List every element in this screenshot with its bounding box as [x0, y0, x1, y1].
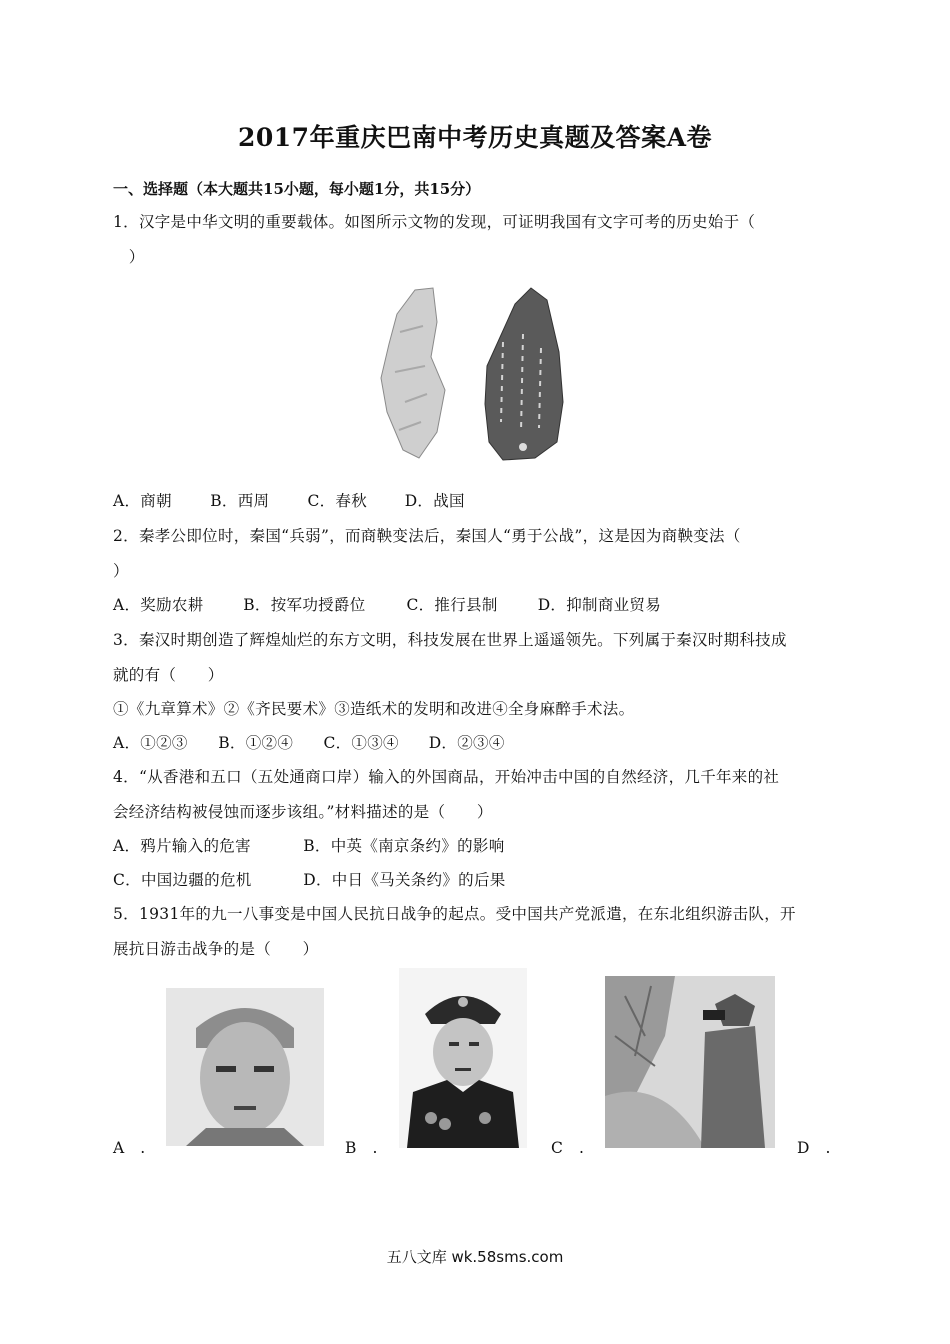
- option-c: C．中国边疆的危机: [113, 871, 252, 889]
- question-3-text-line-1: 3．秦汉时期创造了辉煌灿烂的东方文明，科技发展在世界上遥遥领先。下列属于秦汉时期科技成: [113, 631, 787, 649]
- question-1-text-line-2: ）: [113, 248, 145, 266]
- oracle-bone-artifact-image: [375, 282, 575, 464]
- question-2-text-line-2: ）: [113, 562, 129, 580]
- question-2-text-line-1: 2．秦孝公即位时，秦国“兵弱”，而商鞅变法后，秦国人“勇于公战”，这是因为商鞅变法（: [113, 527, 741, 545]
- option-c: C．①③④: [323, 734, 399, 752]
- question-5-text-line-2: 展抗日游击战争的是（ ）: [113, 940, 319, 958]
- question-1-options: [113, 489, 465, 511]
- question-4-text-line-2: 会经济结构被侵蚀而逐步该组。”材料描述的是（ ）: [113, 803, 493, 821]
- option-b: B．①②④: [218, 734, 294, 752]
- question-5-option-b: B .: [345, 1139, 378, 1157]
- option-a: A．奖励农耕: [113, 596, 204, 614]
- section-heading: 一、选择题（本大题共15小题，每小题1分，共15分）: [113, 180, 481, 198]
- question-1-text-line-1: 1．汉字是中华文明的重要载体。如图所示文物的发现，可证明我国有文字可考的历史始于（: [113, 213, 756, 231]
- question-5-text-line-1: 5．1931年的九一八事变是中国人民抗日战争的起点。受中国共产党派遣，在东北组织游击队，开: [113, 905, 796, 923]
- option-d: D．战国: [404, 492, 465, 510]
- option-d: D．中日《马关条约》的后果: [303, 871, 506, 889]
- option-b: B．按军功授爵位: [243, 596, 366, 614]
- question-3-text-line-3: ①《九章算术》②《齐民要术》③造纸术的发明和改进④全身麻醉手术法。: [113, 700, 635, 718]
- option-d: D．抑制商业贸易: [537, 596, 662, 614]
- question-4-text-line-1: 4．“从香港和五口（五处通商口岸）输入的外国商品，开始冲击中国的自然经济，几千年来的社: [113, 768, 780, 786]
- question-2-options: [113, 593, 661, 615]
- question-4-options-row-1: [113, 834, 505, 856]
- portrait-photo-a: [166, 988, 324, 1146]
- option-b: B．西周: [210, 492, 270, 510]
- portrait-photo-b: [399, 968, 527, 1148]
- option-b: B．中英《南京条约》的影响: [303, 837, 505, 855]
- page-title: 2017年重庆巴南中考历史真题及答案A卷: [238, 123, 712, 152]
- question-3-text-line-2: 就的有（ ）: [113, 666, 224, 684]
- option-a: A．①②③: [113, 734, 188, 752]
- option-a: A．鸦片输入的危害: [113, 837, 251, 855]
- question-3-options: [113, 731, 505, 753]
- option-c: C．推行县制: [406, 596, 498, 614]
- footer-watermark: 五八文库 wk.58sms.com: [386, 1248, 564, 1266]
- option-c: C．春秋: [307, 492, 368, 510]
- question-5-option-d: D .: [797, 1139, 831, 1157]
- option-d: D．②③④: [428, 734, 505, 752]
- portrait-photo-c: [605, 976, 775, 1148]
- question-4-options-row-2: [113, 868, 506, 890]
- question-5-option-c: C .: [551, 1139, 585, 1157]
- question-5-option-a: A .: [113, 1139, 146, 1157]
- option-a: A．商朝: [113, 492, 172, 510]
